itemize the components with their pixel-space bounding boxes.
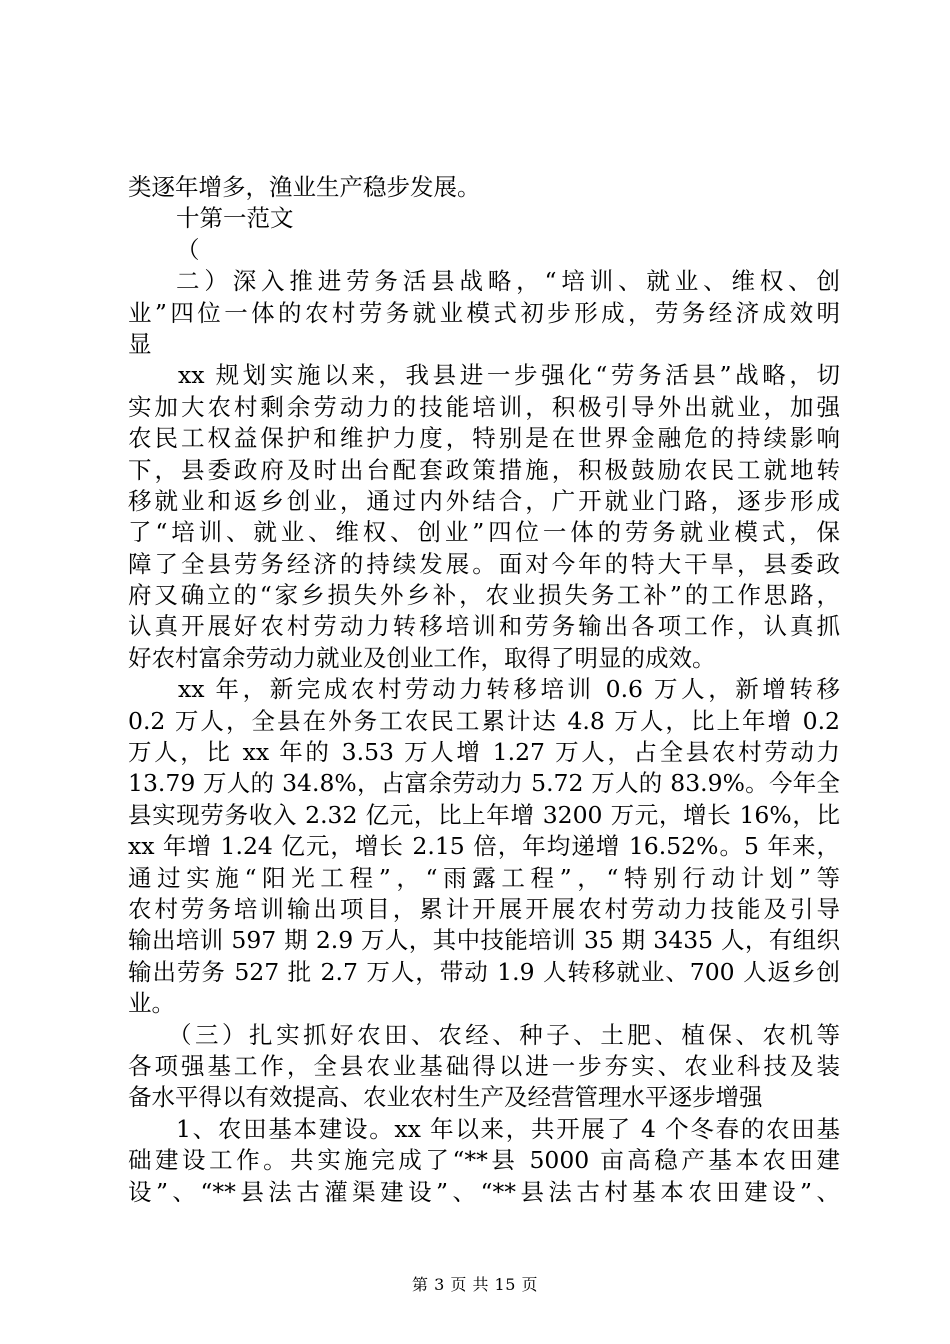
text-line: 了“培训、就业、维权、创业”四位一体的劳务就业模式，保 — [128, 518, 840, 547]
text-line: 实加大农村剩余劳动力的技能培训，积极引导外出就业，加强 — [128, 392, 840, 421]
text-line: 农民工权益保护和维护力度，特别是在世界金融危的持续影响 — [128, 424, 840, 453]
text-line: 0.2 万人，全县在外务工农民工累计达 4.8 万人，比上年增 0.2 — [128, 706, 840, 735]
text-line: 障了全县劳务经济的持续发展。面对今年的特大干旱，县委政 — [128, 549, 840, 578]
text-line: xx 年增 1.24 亿元，增长 2.15 倍，年均递增 16.52%。5 年来， — [128, 832, 840, 861]
text-line: 十第一范文 — [176, 204, 294, 233]
text-line: 1、农田基本建设。xx 年以来，共开展了 4 个冬春的农田基 — [176, 1114, 840, 1143]
text-line: 各项强基工作，全县农业基础得以进一步夯实、农业科技及装 — [128, 1051, 840, 1080]
text-line: （ — [176, 235, 200, 264]
text-line: 础建设工作。共实施完成了“**县 5000 亩高稳产基本农田建 — [128, 1146, 840, 1175]
text-line: （三）扎实抓好农田、农经、种子、土肥、植保、农机等 — [168, 1020, 840, 1049]
text-line: 二）深入推进劳务活县战略，“培训、就业、维权、创 — [176, 267, 840, 296]
text-line: 府又确立的“家乡损失外乡补，农业损失务工补”的工作思路， — [128, 581, 840, 610]
text-line: 下，县委政府及时出台配套政策措施，积极鼓励农民工就地转 — [128, 455, 840, 484]
text-line: 备水平得以有效提高、农业农村生产及经营管理水平逐步增强 — [128, 1083, 763, 1112]
text-line: 业”四位一体的农村劳务就业模式初步形成，劳务经济成效明 — [128, 298, 840, 327]
text-line: 类逐年增多，渔业生产稳步发展。 — [128, 173, 481, 201]
text-line: 县实现劳务收入 2.32 亿元，比上年增 3200 万元，增长 16%，比 — [128, 800, 840, 829]
text-line: 业。 — [128, 989, 175, 1018]
text-line: 通过实施“阳光工程”，“雨露工程”，“特别行动计划”等 — [128, 863, 840, 892]
text-line: 13.79 万人的 34.8%，占富余劳动力 5.72 万人的 83.9%。今年全 — [128, 769, 840, 798]
text-line: 输出劳务 527 批 2.7 万人，带动 1.9 人转移就业、700 人返乡创 — [128, 957, 840, 986]
text-line: 农村劳务培训输出项目，累计开展开展农村劳动力技能及引导 — [128, 894, 840, 923]
text-line: xx 年，新完成农村劳动力转移培训 0.6 万人，新增转移 — [178, 675, 840, 704]
text-line: 好农村富余劳动力就业及创业工作，取得了明显的成效。 — [128, 643, 716, 672]
text-line: 设”、“**县法古灌渠建设”、“**县法古村基本农田建设”、 — [128, 1177, 840, 1206]
text-line: 显 — [128, 329, 152, 358]
text-line: 万人，比 xx 年的 3.53 万人增 1.27 万人，占全县农村劳动力 — [128, 738, 840, 767]
text-line: 输出培训 597 期 2.9 万人，其中技能培训 35 期 3435 人，有组织 — [128, 926, 840, 955]
text-line: 认真开展好农村劳动力转移培训和劳务输出各项工作，认真抓 — [128, 612, 840, 641]
page-footer: 第 3 页 共 15 页 — [412, 1275, 538, 1294]
body-text — [128, 172, 840, 1208]
text-line: xx 规划实施以来，我县进一步强化“劳务活县”战略，切 — [178, 361, 840, 390]
text-line: 移就业和返乡创业，通过内外结合，广开就业门路，逐步形成 — [128, 486, 840, 515]
